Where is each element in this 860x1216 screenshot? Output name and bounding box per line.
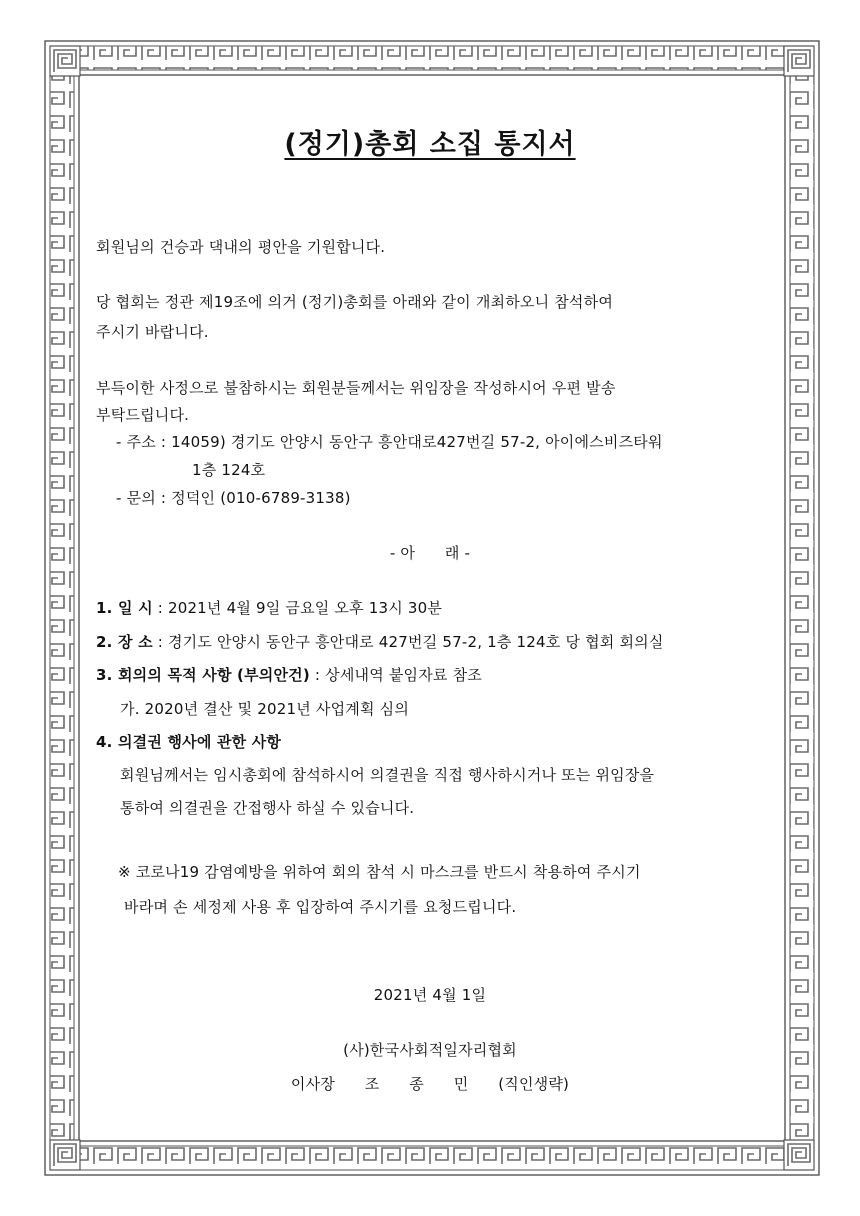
item-3-sub: 가. 2020년 결산 및 2021년 사업계획 심의: [120, 700, 410, 718]
item-2-value: : 경기도 안양시 동안구 흥안대로 427번길 57-2, 1층 124호 당 협회 회의실: [152, 633, 664, 651]
document-title: (정기)총회 소집 통지서: [284, 129, 576, 160]
intro-line-2: 주시기 바랍니다.: [96, 323, 209, 341]
address-line-2: 1층 124호: [192, 461, 266, 479]
item-3-value: : 상세내역 붙임자료 참조: [309, 666, 482, 684]
proxy-line-2: 부탁드립니다.: [96, 406, 190, 424]
below-heading: - 아 래 -: [389, 544, 471, 562]
notice-line-2: 바라며 손 세정제 사용 후 입장하여 주시기를 요청드립니다.: [124, 898, 517, 916]
organization-name: (사)한국사회적일자리협회: [343, 1041, 517, 1059]
item-3-label: 3. 회의의 목적 사항 (부의안건): [96, 666, 310, 684]
item-1-label: 1. 일 시: [96, 599, 153, 617]
contact-line: - 문의 : 정덕인 (010-6789-3138): [116, 489, 351, 507]
greeting-text: 회원님의 건승과 댁내의 평안을 기원합니다.: [96, 238, 386, 256]
item-2-label: 2. 장 소: [96, 633, 153, 651]
item-4-label: 4. 의결권 행사에 관한 사항: [96, 733, 282, 751]
item-1-value: : 2021년 4월 9일 금요일 오후 13시 30분: [152, 599, 443, 617]
signature-line: 이사장 조 종 민 (직인생략): [290, 1075, 570, 1093]
notice-line-1: ※ 코로나19 감염예방을 위하여 회의 참석 시 마스크를 반드시 착용하여 주시기: [118, 863, 641, 881]
item-2: [96, 632, 664, 652]
item-3: [96, 665, 482, 685]
item-1: [96, 598, 442, 618]
intro-line-1: 당 협회는 정관 제19조에 의거 (정기)총회를 아래와 같이 개최하오니 참석하여: [96, 293, 614, 311]
item-4-line-2: 통하여 의결권을 간접행사 하실 수 있습니다.: [120, 799, 415, 817]
item-4-line-1: 회원님께서는 임시총회에 참석하시어 의결권을 직접 행사하시거나 또는 위임장을: [120, 766, 655, 784]
address-line-1: - 주소 : 14059) 경기도 안양시 동안구 흥안대로427번길 57-2, 아이에스비즈타워: [116, 433, 663, 451]
item-4: [96, 732, 281, 752]
proxy-line-1: 부득이한 사정으로 불참하시는 회원분들께서는 위임장을 작성하시어 우편 발송: [96, 379, 616, 397]
issue-date: 2021년 4월 1일: [373, 986, 487, 1004]
